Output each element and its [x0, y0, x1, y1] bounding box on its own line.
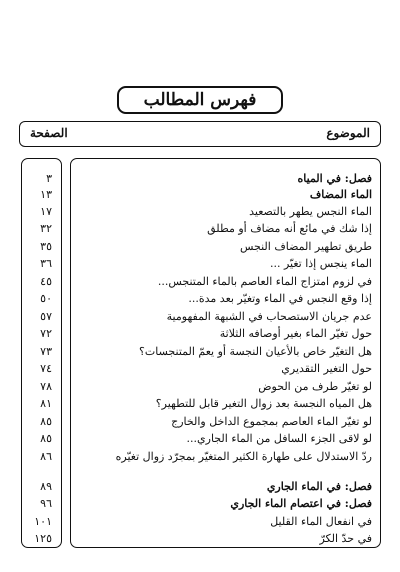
page-column-label: الصفحة [30, 126, 68, 140]
section-heading: الماء المضاف [309, 188, 372, 201]
page-number: ٩٦ [40, 497, 52, 510]
page-number: ٣٢ [40, 222, 52, 235]
page-number: ١٧ [40, 205, 52, 218]
page-number: ٧٨ [40, 380, 52, 393]
section-heading: فصل: في اعتصام الماء الجاري [230, 497, 372, 510]
page-number: ٣ [46, 172, 52, 185]
page-number: ٨٥ [40, 432, 52, 445]
page-number: ٨١ [40, 397, 52, 410]
chapter-heading: فصل: في المياه [297, 172, 372, 185]
page-number: ٧٢ [40, 327, 52, 340]
topic-column-label: الموضوع [326, 126, 370, 140]
index-entry: في حدّ الكرّ [319, 532, 372, 545]
index-title-box [117, 86, 283, 114]
index-title: فهرس المطالب [143, 90, 257, 110]
index-entry: لو تغيّر الماء العاصم بمجموع الداخل والخارج [171, 415, 372, 428]
page-number: ٨٦ [40, 450, 52, 463]
page-number: ٧٤ [40, 362, 52, 375]
index-entry: لو لاقى الجزء السافل من الماء الجاري... [186, 432, 372, 445]
index-entry: طريق تطهير المضاف النجس [239, 240, 372, 253]
page-number: ١٣ [40, 188, 52, 201]
page-number: ٨٩ [40, 480, 52, 493]
index-entry: حول التغير التقديري [281, 362, 372, 375]
page-number: ١٠١ [34, 515, 52, 528]
page-number: ١٢٥ [34, 532, 52, 545]
chapter-heading: فصل: في الماء الجاري [266, 480, 372, 493]
index-entry: لو تغيّر طرف من الحوض [258, 380, 372, 393]
index-entry: في لزوم امتزاج الماء العاصم بالماء المتنجس... [157, 275, 372, 288]
page-number: ٨٥ [40, 415, 52, 428]
topics-column [70, 158, 381, 548]
index-entry: الماء ينجس إذا تغيّر ... [269, 257, 372, 270]
index-entry: إذا وقع النجس في الماء وتغيّر بعد مدة... [188, 292, 372, 305]
page-number: ٣٥ [40, 240, 52, 253]
index-entry: في انفعال الماء القليل [270, 515, 372, 528]
index-entry: الماء النجس يطهر بالتصعيد [249, 205, 372, 218]
column-header [19, 121, 381, 147]
index-entry: عدم جريان الاستصحاب في الشبهة المفهومية [166, 310, 372, 323]
page-numbers-column [21, 158, 62, 548]
index-entry: ردّ الاستدلال على طهارة الكثير المتغيّر بمجرّد زوال تغيّره [115, 450, 372, 463]
index-entry: حول تغيّر الماء بغير أوصافه الثلاثة [219, 327, 372, 340]
page-number: ٥٧ [40, 310, 52, 323]
index-entry: هل المياه النجسة بعد زوال التغير قابل للتطهير؟ [155, 397, 372, 410]
page-number: ٥٠ [40, 292, 52, 305]
page-number: ٤٥ [40, 275, 52, 288]
index-entry: هل التغيّر خاص بالأعيان النجسة أو يعمّ المتنجسات؟ [139, 345, 372, 358]
page-number: ٣٦ [40, 257, 52, 270]
page-number: ٧٣ [40, 345, 52, 358]
index-entry: إذا شك في مائع أنه مضاف أو مطلق [207, 222, 372, 235]
